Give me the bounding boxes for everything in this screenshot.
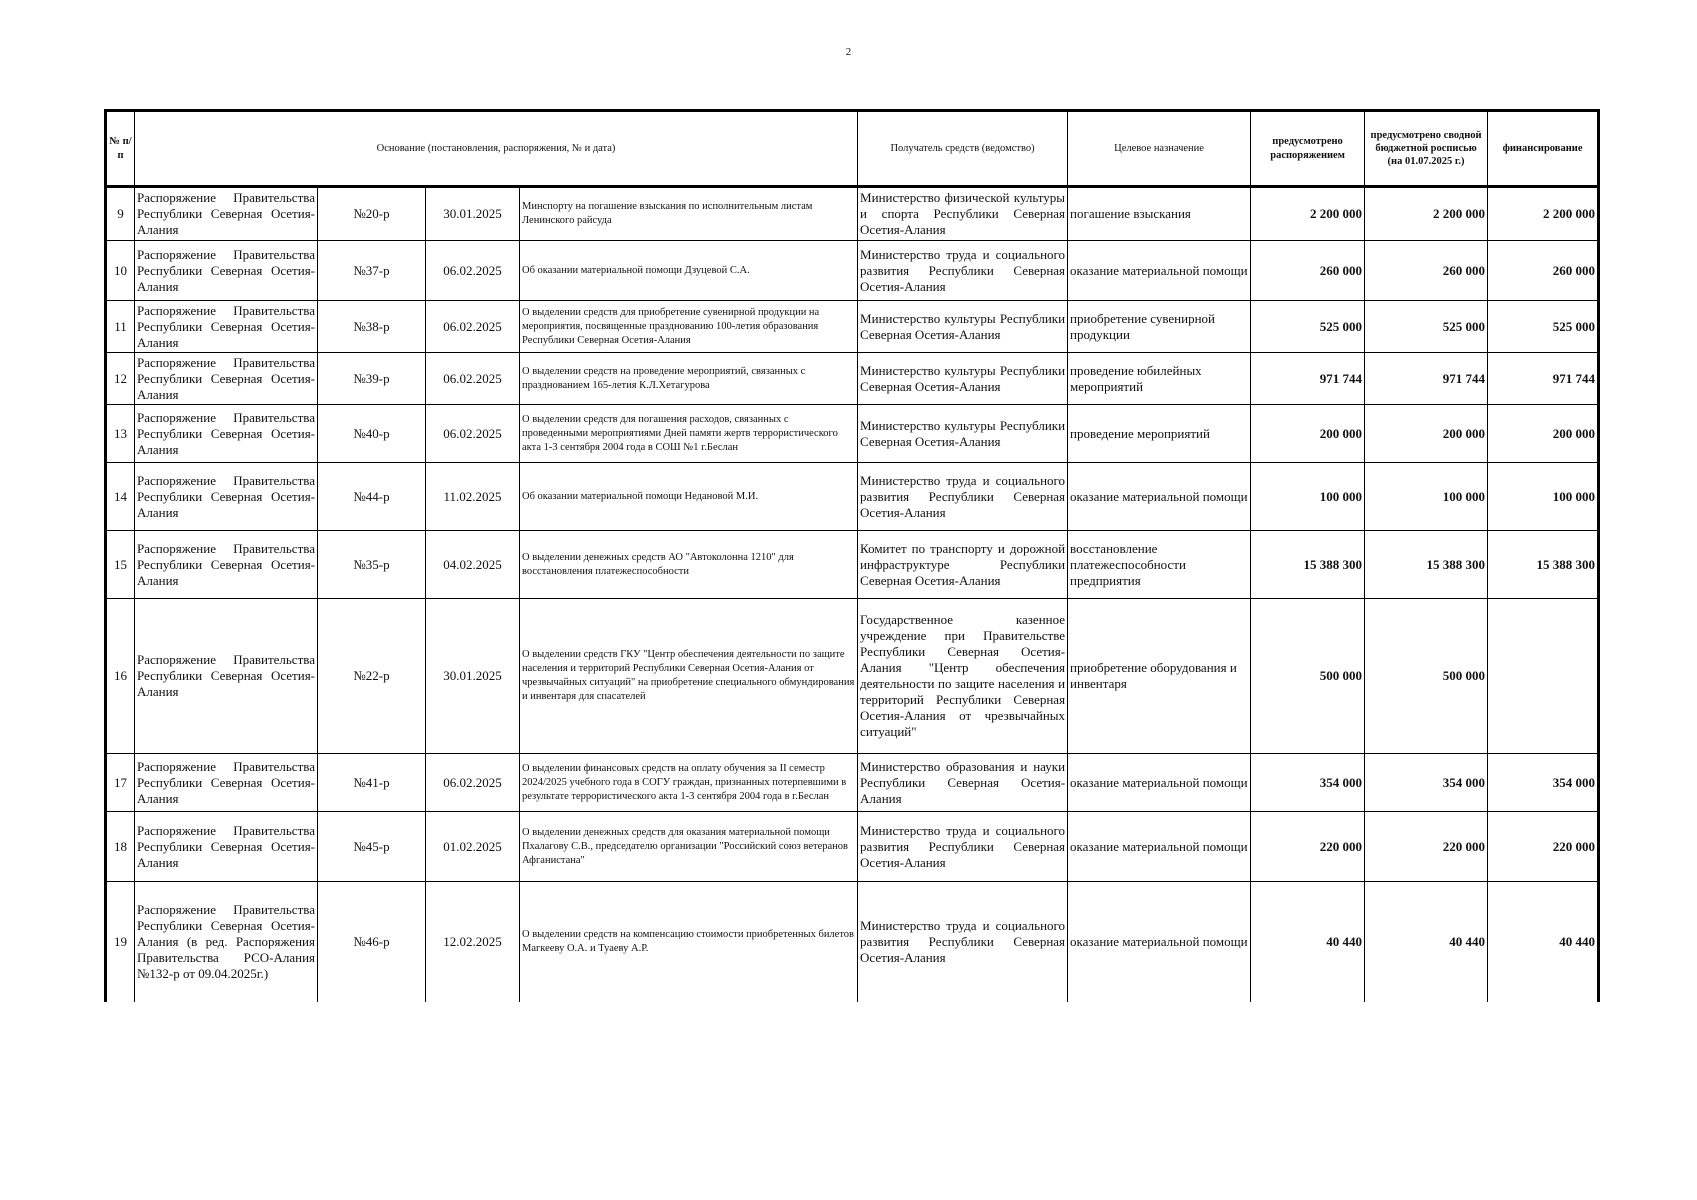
purpose-text: оказание материальной помощи xyxy=(1068,812,1251,882)
row-number: 12 xyxy=(106,353,135,405)
recipient-text: Министерство труда и социального развития Республики Северная Осетия-Алания xyxy=(858,812,1068,882)
table-row xyxy=(106,882,1599,1002)
recipient-text: Министерство образования и науки Республики Северная Осетия-Алания xyxy=(858,754,1068,812)
header-recipient: Получатель средств (ведомство) xyxy=(858,111,1068,187)
header-basis: Основание (постановления, распоряжения, № и дата) xyxy=(135,111,858,187)
amount-planned: 40 440 xyxy=(1251,882,1365,1002)
document-number: №41-р xyxy=(318,754,426,812)
description-text: О выделении средств для приобретение сувенирной продукции на мероприятия, посвященные празднованию 100-летия образования Республики Северная Осетия-Алания xyxy=(520,301,858,353)
amount-financing: 2 200 000 xyxy=(1488,187,1599,241)
row-number: 13 xyxy=(106,405,135,463)
purpose-text: проведение мероприятий xyxy=(1068,405,1251,463)
purpose-text: оказание материальной помощи xyxy=(1068,241,1251,301)
document-date: 06.02.2025 xyxy=(426,301,520,353)
header-planned: предусмотрено распоряжением xyxy=(1251,111,1365,187)
description-text: О выделении денежных средств АО "Автоколонна 1210" для восстановления платежеспособности xyxy=(520,531,858,599)
amount-planned: 200 000 xyxy=(1251,405,1365,463)
header-purpose: Целевое назначение xyxy=(1068,111,1251,187)
header-num: № п/п xyxy=(106,111,135,187)
document-number: №38-р xyxy=(318,301,426,353)
purpose-text: приобретение сувенирной продукции xyxy=(1068,301,1251,353)
document-date: 06.02.2025 xyxy=(426,241,520,301)
document-date: 04.02.2025 xyxy=(426,531,520,599)
description-text: О выделении финансовых средств на оплату обучения за II семестр 2024/2025 учебного года в СОГУ граждан, признанных потерпевшими в результате террористического акта 1-3 сентября 2004 года в г.Беслан xyxy=(520,754,858,812)
row-number: 15 xyxy=(106,531,135,599)
amount-planned: 100 000 xyxy=(1251,463,1365,531)
document-date: 30.01.2025 xyxy=(426,187,520,241)
amount-budget: 260 000 xyxy=(1365,241,1488,301)
amount-financing: 260 000 xyxy=(1488,241,1599,301)
purpose-text: оказание материальной помощи xyxy=(1068,882,1251,1002)
purpose-text: проведение юбилейных мероприятий xyxy=(1068,353,1251,405)
header-budget: предусмотрено сводной бюджетной росписью (на 01.07.2025 г.) xyxy=(1365,111,1488,187)
description-text: Минспорту на погашение взыскания по исполнительным листам Ленинского райсуда xyxy=(520,187,858,241)
document-date: 06.02.2025 xyxy=(426,754,520,812)
table-row xyxy=(106,812,1599,882)
basis-text: Распоряжение Правительства Республики Северная Осетия-Алания (в ред. Распоряжения Правительства РСО-Алания №132-р от 09.04.2025г.) xyxy=(135,882,318,1002)
purpose-text: приобретение оборудования и инвентаря xyxy=(1068,599,1251,754)
amount-planned: 2 200 000 xyxy=(1251,187,1365,241)
amount-budget: 2 200 000 xyxy=(1365,187,1488,241)
description-text: Об оказании материальной помощи Недановой М.И. xyxy=(520,463,858,531)
table-row xyxy=(106,405,1599,463)
description-text: О выделении средств для погашения расходов, связанных с проведенными мероприятиями Дней памяти жертв террористического акта 1-3 сентября 2004 года в СОШ №1 г.Беслан xyxy=(520,405,858,463)
recipient-text: Министерство труда и социального развития Республики Северная Осетия-Алания xyxy=(858,241,1068,301)
header-financing: финансирование xyxy=(1488,111,1599,187)
table-row xyxy=(106,241,1599,301)
amount-planned: 354 000 xyxy=(1251,754,1365,812)
table-row xyxy=(106,353,1599,405)
allocation-table xyxy=(104,109,1600,1002)
row-number: 14 xyxy=(106,463,135,531)
amount-budget: 220 000 xyxy=(1365,812,1488,882)
purpose-text: погашение взыскания xyxy=(1068,187,1251,241)
document-number: №44-р xyxy=(318,463,426,531)
basis-text: Распоряжение Правительства Республики Северная Осетия-Алания xyxy=(135,599,318,754)
document-number: №35-р xyxy=(318,531,426,599)
document-date: 30.01.2025 xyxy=(426,599,520,754)
amount-planned: 15 388 300 xyxy=(1251,531,1365,599)
document-date: 12.02.2025 xyxy=(426,882,520,1002)
basis-text: Распоряжение Правительства Республики Северная Осетия-Алания xyxy=(135,754,318,812)
basis-text: Распоряжение Правительства Республики Северная Осетия-Алания xyxy=(135,405,318,463)
recipient-text: Министерство культуры Республики Северная Осетия-Алания xyxy=(858,301,1068,353)
row-number: 11 xyxy=(106,301,135,353)
amount-financing: 40 440 xyxy=(1488,882,1599,1002)
recipient-text: Министерство культуры Республики Северная Осетия-Алания xyxy=(858,353,1068,405)
amount-financing: 354 000 xyxy=(1488,754,1599,812)
row-number: 16 xyxy=(106,599,135,754)
description-text: О выделении средств ГКУ "Центр обеспечения деятельности по защите населения и территорий Республики Северная Осетия-Алания от чрезвычайных ситуаций" на приобретение специального обмундирования и инвентаря для спасателей xyxy=(520,599,858,754)
row-number: 9 xyxy=(106,187,135,241)
amount-financing: 220 000 xyxy=(1488,812,1599,882)
basis-text: Распоряжение Правительства Республики Северная Осетия-Алания xyxy=(135,531,318,599)
amount-planned: 971 744 xyxy=(1251,353,1365,405)
row-number: 18 xyxy=(106,812,135,882)
amount-financing: 200 000 xyxy=(1488,405,1599,463)
page-number: 2 xyxy=(845,46,852,58)
document-date: 06.02.2025 xyxy=(426,405,520,463)
description-text: О выделении денежных средств для оказания материальной помощи Пхалагову С.В., председателю организации "Российский союз ветеранов Афганистана" xyxy=(520,812,858,882)
document-date: 01.02.2025 xyxy=(426,812,520,882)
table-row xyxy=(106,531,1599,599)
amount-budget: 500 000 xyxy=(1365,599,1488,754)
recipient-text: Министерство физической культуры и спорта Республики Северная Осетия-Алания xyxy=(858,187,1068,241)
table-row xyxy=(106,463,1599,531)
table-row xyxy=(106,187,1599,241)
document-number: №45-р xyxy=(318,812,426,882)
table-row xyxy=(106,599,1599,754)
amount-budget: 15 388 300 xyxy=(1365,531,1488,599)
document-number: №37-р xyxy=(318,241,426,301)
amount-budget: 100 000 xyxy=(1365,463,1488,531)
basis-text: Распоряжение Правительства Республики Северная Осетия-Алания xyxy=(135,301,318,353)
row-number: 10 xyxy=(106,241,135,301)
amount-budget: 200 000 xyxy=(1365,405,1488,463)
document-number: №20-р xyxy=(318,187,426,241)
amount-budget: 40 440 xyxy=(1365,882,1488,1002)
basis-text: Распоряжение Правительства Республики Северная Осетия-Алания xyxy=(135,241,318,301)
purpose-text: оказание материальной помощи xyxy=(1068,463,1251,531)
amount-budget: 354 000 xyxy=(1365,754,1488,812)
amount-budget: 525 000 xyxy=(1365,301,1488,353)
document-number: №46-р xyxy=(318,882,426,1002)
row-number: 19 xyxy=(106,882,135,1002)
amount-financing: 971 744 xyxy=(1488,353,1599,405)
document-number: №39-р xyxy=(318,353,426,405)
document-number: №22-р xyxy=(318,599,426,754)
table-header-row xyxy=(106,111,1599,187)
amount-planned: 500 000 xyxy=(1251,599,1365,754)
amount-planned: 220 000 xyxy=(1251,812,1365,882)
document-date: 06.02.2025 xyxy=(426,353,520,405)
document-number: №40-р xyxy=(318,405,426,463)
document-date: 11.02.2025 xyxy=(426,463,520,531)
table-row xyxy=(106,754,1599,812)
amount-financing: 525 000 xyxy=(1488,301,1599,353)
amount-financing: 15 388 300 xyxy=(1488,531,1599,599)
recipient-text: Министерство труда и социального развития Республики Северная Осетия-Алания xyxy=(858,463,1068,531)
description-text: Об оказании материальной помощи Дзуцевой С.А. xyxy=(520,241,858,301)
recipient-text: Министерство культуры Республики Северная Осетия-Алания xyxy=(858,405,1068,463)
recipient-text: Министерство труда и социального развития Республики Северная Осетия-Алания xyxy=(858,882,1068,1002)
amount-budget: 971 744 xyxy=(1365,353,1488,405)
amount-financing: 100 000 xyxy=(1488,463,1599,531)
purpose-text: восстановление платежеспособности предприятия xyxy=(1068,531,1251,599)
table-row xyxy=(106,301,1599,353)
description-text: О выделении средств на проведение мероприятий, связанных с празднованием 165-летия К.Л.Хетагурова xyxy=(520,353,858,405)
basis-text: Распоряжение Правительства Республики Северная Осетия-Алания xyxy=(135,463,318,531)
recipient-text: Государственное казенное учреждение при Правительстве Республики Северная Осетия-Алания "Центр обеспечения деятельности по защите населения и территорий Республики Северная Осетия-Алания от чрезвычайных ситуаций" xyxy=(858,599,1068,754)
purpose-text: оказание материальной помощи xyxy=(1068,754,1251,812)
description-text: О выделении средств на компенсацию стоимости приобретенных билетов Магкееву О.А. и Туаеву А.Р. xyxy=(520,882,858,1002)
amount-planned: 525 000 xyxy=(1251,301,1365,353)
amount-financing xyxy=(1488,599,1599,754)
amount-planned: 260 000 xyxy=(1251,241,1365,301)
basis-text: Распоряжение Правительства Республики Северная Осетия-Алания xyxy=(135,353,318,405)
basis-text: Распоряжение Правительства Республики Северная Осетия-Алания xyxy=(135,812,318,882)
basis-text: Распоряжение Правительства Республики Северная Осетия-Алания xyxy=(135,187,318,241)
recipient-text: Комитет по транспорту и дорожной инфраструктуре Республики Северная Осетия-Алания xyxy=(858,531,1068,599)
row-number: 17 xyxy=(106,754,135,812)
